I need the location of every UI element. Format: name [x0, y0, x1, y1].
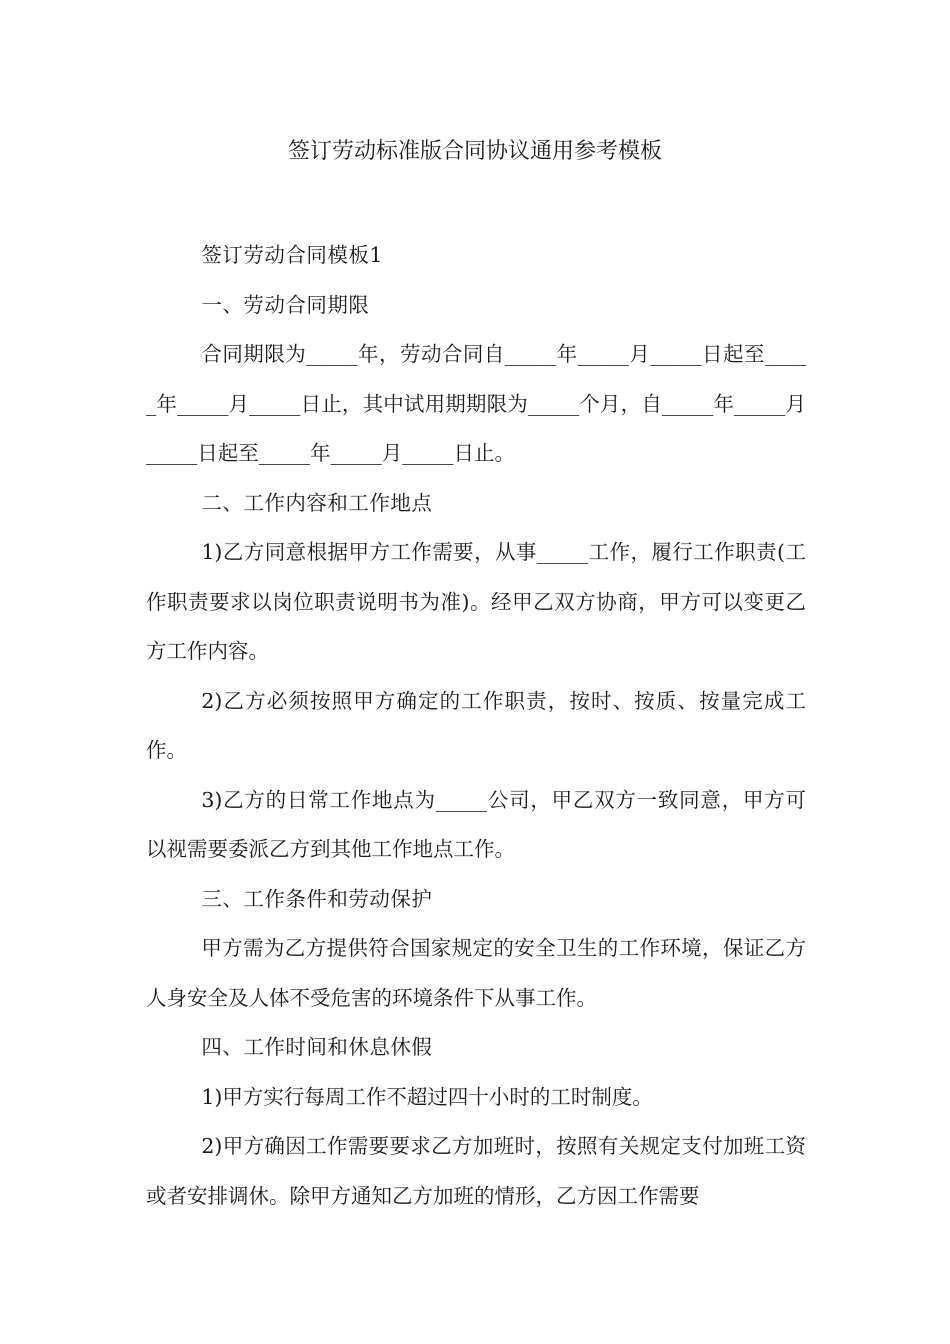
paragraph-work-conditions: 甲方需为乙方提供符合国家规定的安全卫生的工作环境，保证乙方人身安全及人体不受危害的环境条件下从事工作。	[146, 936, 806, 1010]
section-heading-work-content: 二、工作内容和工作地点	[201, 490, 433, 515]
paragraph-work-content-2: 2)乙方必须按照甲方确定的工作职责，按时、按质、按量完成工作。	[146, 688, 806, 762]
paragraph-work-hours-1: 1)甲方实行每周工作不超过四十小时的工时制度。	[201, 1084, 653, 1109]
template-heading: 签订劳动合同模板1	[201, 243, 383, 267]
section-heading-contract-term: 一、劳动合同期限	[201, 292, 370, 317]
paragraph-work-hours-2: 2)甲方确因工作需要要求乙方加班时，按照有关规定支付加班工资或者安排调休。除甲方通知乙方加班的情形，乙方因工作需要	[146, 1134, 806, 1208]
paragraph-work-content-1: 1)乙方同意根据甲方工作需要，从事_____工作，履行工作职责(工作职责要求以岗位职责说明书为准)。经甲乙双方协商，甲方可以变更乙方工作内容。	[146, 540, 806, 663]
document-body	[146, 231, 806, 1221]
paragraph-contract-term: 合同期限为_____年，劳动合同自_____年_____月_____日起至_____年_____月_____日止，其中试用期期限为_____个月，自_____年_____月_____日起至_____年_____月_____日止。	[146, 342, 806, 465]
document-title: 签订劳动标准版合同协议通用参考模板	[287, 139, 662, 164]
section-heading-work-hours: 四、工作时间和休息休假	[201, 1035, 433, 1059]
paragraph-work-content-3: 3)乙方的日常工作地点为_____公司，甲乙双方一致同意，甲方可以视需要委派乙方到其他工作地点工作。	[146, 787, 806, 861]
section-heading-work-conditions: 三、工作条件和劳动保护	[201, 886, 433, 911]
